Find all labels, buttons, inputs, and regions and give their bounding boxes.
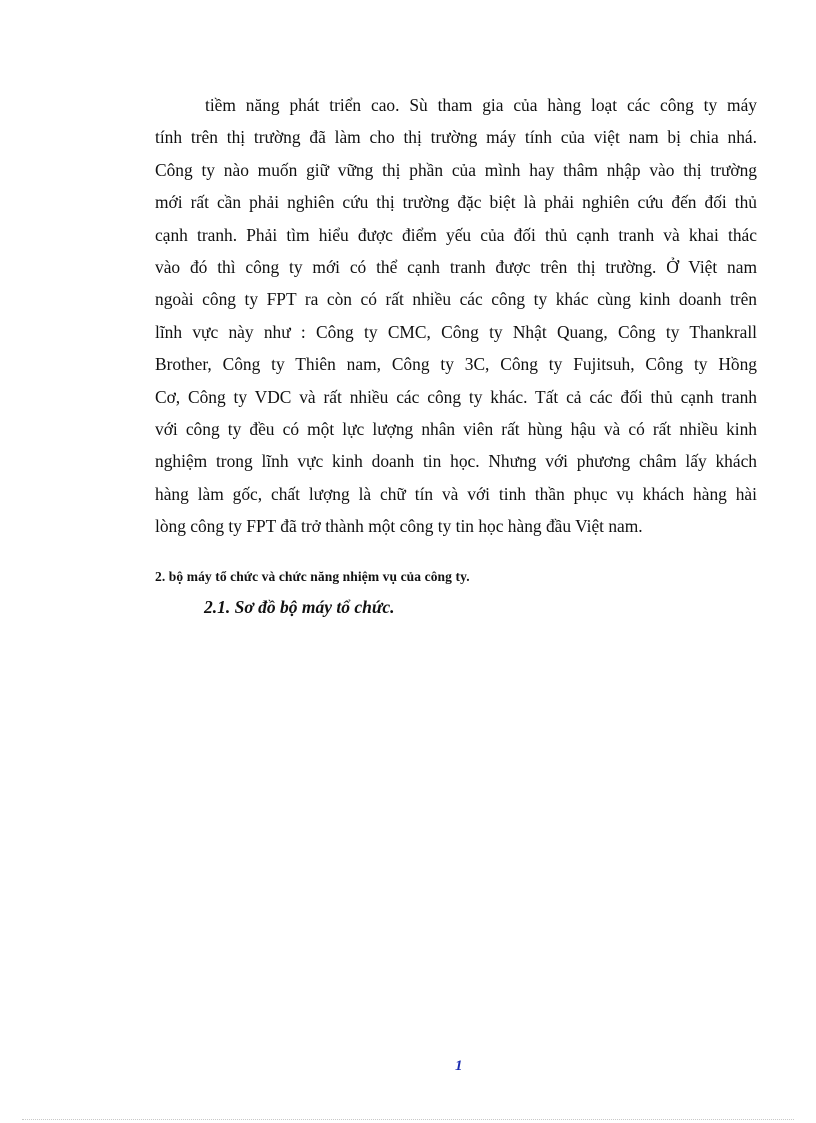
paragraph-line-3: Công ty nào muốn giữ vững thị phần của mình hay thâm nhập vào thị trường [155, 159, 757, 180]
paragraph-line-14: lòng công ty FPT đã trở thành một công ty tin học hàng đầu Việt nam. [155, 516, 643, 537]
paragraph-line-13: hàng làm gốc, chất lượng là chữ tín và với tinh thần phục vụ khách hàng hài [155, 483, 757, 504]
paragraph-line-1: tiềm năng phát triển cao. Sù tham gia của hàng loạt các công ty máy [205, 95, 757, 115]
footer-divider [22, 1119, 794, 1120]
paragraph-line-5: cạnh tranh. Phải tìm hiểu được điểm yếu của đối thủ cạnh tranh và khai thác [155, 224, 757, 245]
paragraph-line-6: vào đó thì công ty mới có thể cạnh tranh được trên thị trường. Ở Việt nam [155, 256, 757, 277]
page-number: 1 [455, 1058, 463, 1074]
paragraph-line-10: Cơ, Công ty VDC và rất nhiều các công ty khác. Tất cả các đối thủ cạnh tranh [155, 386, 757, 407]
paragraph-line-9: Brother, Công ty Thiên nam, Công ty 3C, Công ty Fujitsuh, Công ty Hồng [155, 354, 757, 375]
sub-heading: 2.1. Sơ đồ bộ máy tổ chức. [204, 597, 395, 617]
paragraph-line-7: ngoài công ty FPT ra còn có rất nhiều các công ty khác cùng kinh doanh trên [155, 289, 757, 310]
paragraph-line-2: tính trên thị trường đã làm cho thị trường máy tính của việt nam bị chia nhá. [155, 127, 757, 148]
paragraph-line-11: với công ty đều có một lực lượng nhân viên rất hùng hậu và có rất nhiều kinh [155, 418, 757, 439]
paragraph-line-4: mới rất cần phải nghiên cứu thị trường đặc biệt là phải nghiên cứu đến đối thủ [155, 192, 757, 213]
section-heading: 2. bộ máy tổ chức và chức năng nhiệm vụ của công ty. [155, 569, 470, 584]
paragraph-line-8: lĩnh vực này như : Công ty CMC, Công ty Nhật Quang, Công ty Thankrall [155, 321, 757, 342]
body-paragraph [155, 89, 757, 542]
paragraph-line-12: nghiệm trong lĩnh vực kinh doanh tin học. Nhưng với phương châm lấy khách [155, 451, 757, 472]
